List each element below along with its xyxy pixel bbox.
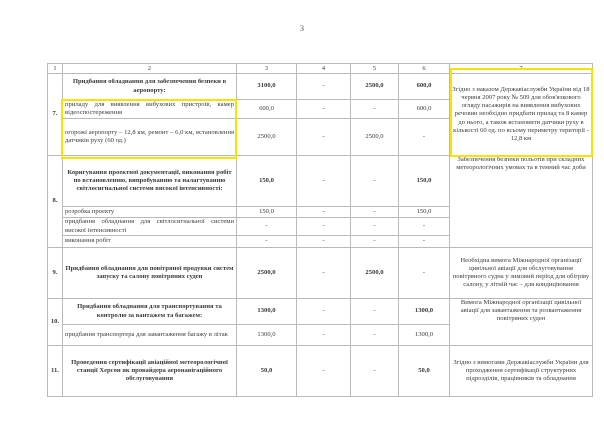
cell-total: - xyxy=(237,236,297,248)
cell-c4: - xyxy=(297,325,351,346)
row-title: Придбання обладнання для транспортування та контролю за вантажем та багажем: xyxy=(63,299,237,325)
row-note: Вимога Міжнародної організації цивільної авіації для завантаження та розвантаження повітряних суден xyxy=(450,299,593,346)
cell-c5: 2500,0 xyxy=(351,248,399,299)
budget-table xyxy=(47,63,593,397)
cell-total: 600,0 xyxy=(237,100,297,119)
cell-c5: 2500,0 xyxy=(351,119,399,156)
cell-c4: - xyxy=(297,207,351,218)
cell-total: 2500,0 xyxy=(237,119,297,156)
cell-c5: - xyxy=(351,207,399,218)
row-title: Проведення сертифікації авіаційної метеорологічної станції Херсон як провайдера аеронавігаційного обслуговування xyxy=(63,346,237,397)
row-number: 8. xyxy=(48,156,63,248)
cell-c5: - xyxy=(351,325,399,346)
cell-total: 1300,0 xyxy=(237,299,297,325)
row-title: Коригування проектної документації, виконання робіт по встановленню, випробуванню та налагтуванню світлосигнальної системи високої інтенсивності: xyxy=(63,156,237,207)
cell-c5: - xyxy=(351,299,399,325)
col-header: 7 xyxy=(450,64,593,74)
row-number: 10. xyxy=(48,299,63,346)
cell-c6: - xyxy=(399,236,450,248)
cell-total: 3100,0 xyxy=(237,74,297,100)
cell-c6: 50,0 xyxy=(399,346,450,397)
row-note: Необхідна вимога Міжнародної організації цивільної авіації для обслуговування повітряного судна у зимовий період для обігріву салону, у літній час – для кондиціювання xyxy=(450,248,593,299)
cell-c5: - xyxy=(351,156,399,207)
cell-total: - xyxy=(237,218,297,236)
cell-c6: - xyxy=(399,248,450,299)
cell-c4: - xyxy=(297,236,351,248)
col-header: 3 xyxy=(237,64,297,74)
row-note: Згідно з наказом Державіаслужби України від 18 червня 2007 року № 509 для обов'язкового огляду пасажирів на виявлення вибухових речовин необхідно придбати прилад та 8 камер до нього, а також встановити датчики руху в кількості 60 од. по всьому периметру території - 12,8 км xyxy=(450,74,593,156)
cell-c4: - xyxy=(297,119,351,156)
cell-c4: - xyxy=(297,248,351,299)
cell-c4: - xyxy=(297,346,351,397)
cell-c6: 1300,0 xyxy=(399,299,450,325)
row-note: Згідно з вимогами Державіаслужби України для проходження сертифікації структурних підрозділів, працівників та обладнання xyxy=(450,346,593,397)
cell-c5: - xyxy=(351,236,399,248)
cell-c4: - xyxy=(297,100,351,119)
cell-total: 2500,0 xyxy=(237,248,297,299)
page-number: 3 xyxy=(300,24,304,33)
subrow-title: приладу для виявлення вибухових пристроїв, камер відеоспостереження xyxy=(63,100,237,119)
cell-c5: - xyxy=(351,218,399,236)
row-number: 11. xyxy=(48,346,63,397)
table-header-row xyxy=(48,64,593,74)
cell-total: 150,0 xyxy=(237,156,297,207)
table-row xyxy=(48,299,593,325)
table-row xyxy=(48,248,593,299)
cell-c4: - xyxy=(297,156,351,207)
col-header: 2 xyxy=(63,64,237,74)
cell-total: 150,0 xyxy=(237,207,297,218)
subrow-title: виконання робіт xyxy=(63,236,237,248)
col-header: 4 xyxy=(297,64,351,74)
cell-c6: 1300,0 xyxy=(399,325,450,346)
cell-c4: - xyxy=(297,74,351,100)
row-title: Придбання обладнання для повітряної продувки систем запуску та салону повітряних суден xyxy=(63,248,237,299)
col-header: 1 xyxy=(48,64,63,74)
cell-c4: - xyxy=(297,218,351,236)
cell-c5: - xyxy=(351,346,399,397)
cell-c6: 600,0 xyxy=(399,100,450,119)
table-row xyxy=(48,346,593,397)
row-note: Забезпечення безпеки польотів при складних метеорологічних умовах та в темний час доби xyxy=(450,156,593,248)
cell-c6: 150,0 xyxy=(399,207,450,218)
cell-c5: - xyxy=(351,100,399,119)
cell-total: 50,0 xyxy=(237,346,297,397)
subrow-title: придбання обладнання для світлосигнальної системи високої інтенсивності xyxy=(63,218,237,236)
row-title: Придбання обладнання для забезпечення безпеки в аеропорту: xyxy=(63,74,237,100)
subrow-title: придбання транспортера для завантаження багажу в літак xyxy=(63,325,237,346)
cell-c6: 600,0 xyxy=(399,74,450,100)
row-number: 9. xyxy=(48,248,63,299)
cell-c4: - xyxy=(297,299,351,325)
subrow-title: розробка проекту xyxy=(63,207,237,218)
col-header: 6 xyxy=(399,64,450,74)
cell-c6: - xyxy=(399,218,450,236)
table-row xyxy=(48,74,593,100)
table-row xyxy=(48,156,593,207)
row-number: 7. xyxy=(48,74,63,156)
cell-c5: 2500,0 xyxy=(351,74,399,100)
cell-c6: - xyxy=(399,119,450,156)
subrow-title: огорожі аеропорту – 12,8 км, ремонт – 6,0 км, встановлення датчиків руху (60 од.) xyxy=(63,119,237,156)
cell-total: 1300,0 xyxy=(237,325,297,346)
col-header: 5 xyxy=(351,64,399,74)
cell-c6: 150,0 xyxy=(399,156,450,207)
